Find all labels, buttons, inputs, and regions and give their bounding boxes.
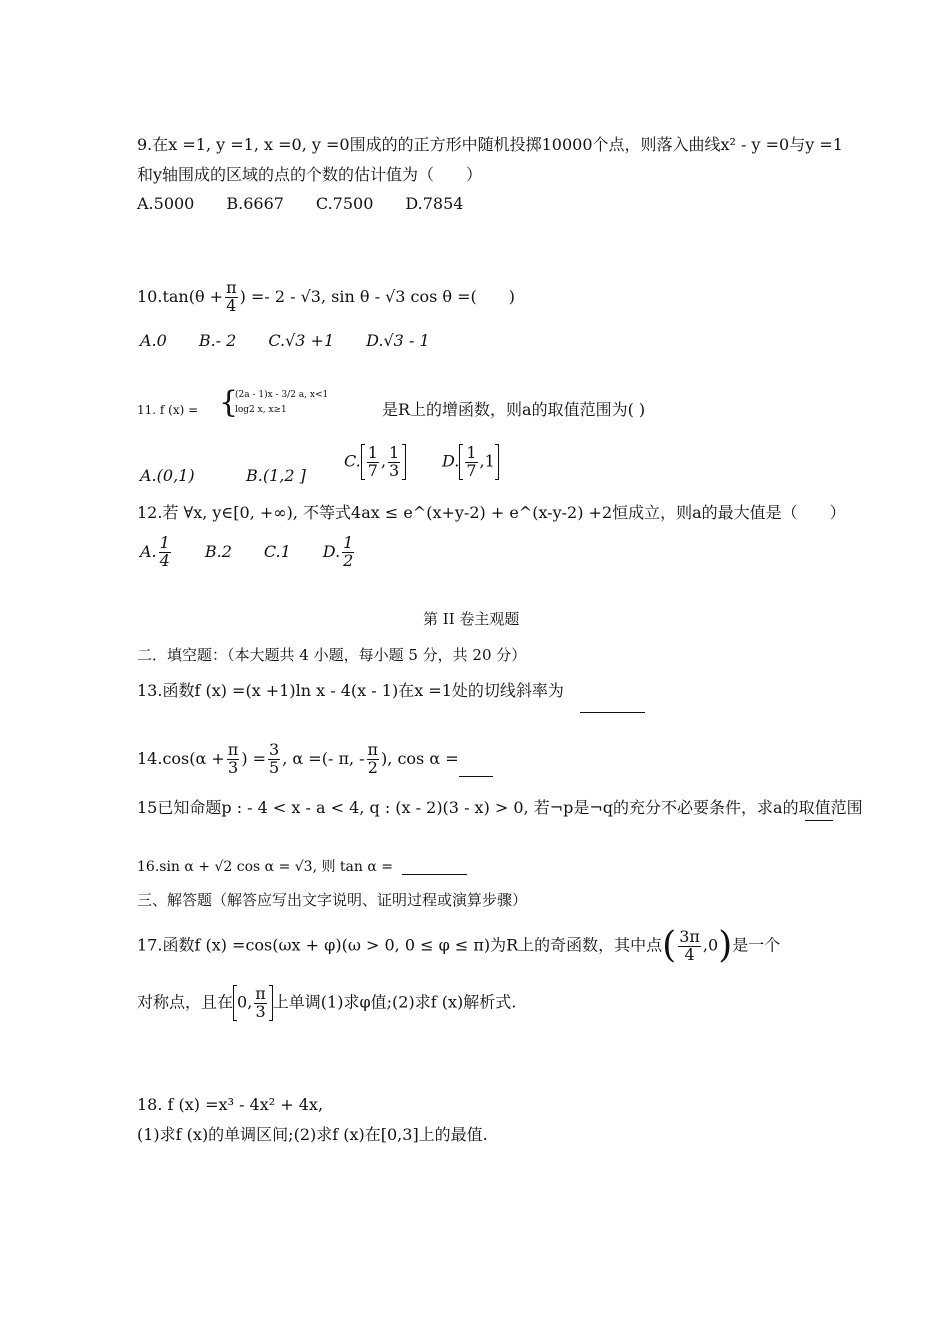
q17-paren-right: )	[718, 925, 733, 966]
q17-line2-post: 上单调(1)求φ值;(2)求f (x)解析式.	[272, 992, 517, 1012]
part2-title: 第 II 卷主观题	[423, 610, 520, 628]
q11-choice-b: B.(1,2 ]	[246, 466, 306, 485]
q9-line1: 9.在x =1, y =1, x =0, y =0围成的的正方形中随机投掷10000个点，则落入曲线x² - y =0与y =1	[137, 135, 843, 154]
q10-pi: π	[226, 278, 237, 297]
q9-choices: A.5000 B.6667 C.7500 D.7854	[137, 194, 464, 213]
q11-brace: {	[219, 385, 239, 420]
q15-answer-blank	[805, 820, 833, 821]
q14-three-a: 3	[227, 757, 239, 777]
q17-pi: π	[255, 983, 266, 1003]
q10-stem-post: ) =- 2 - √3, sin θ - √3 cos θ =( )	[239, 286, 516, 306]
q10-choices: A.0 B.- 2 C.√3 +1 D.√3 - 1	[140, 331, 430, 350]
q11-c-label: C.	[344, 451, 361, 471]
q11-c-frac1	[367, 442, 379, 480]
q11-choice-a: A.(0,1)	[140, 466, 195, 485]
q13-answer-blank	[580, 712, 645, 713]
q17-zero-comma: 0,	[237, 992, 253, 1012]
section3-heading: 三、解答题（解答应写出文字说明、证明过程或演算步骤）	[137, 891, 528, 909]
q14-pi-b: π	[367, 740, 379, 759]
q12-choices	[140, 535, 356, 570]
section2-heading: 二．填空题：（本大题共 4 小题，每小题 5 分，共 20 分）	[137, 646, 527, 664]
q11-d-frac	[465, 442, 477, 480]
q18-line1: 18. f (x) =x³ - 4x² + 4x,	[137, 1095, 324, 1114]
q14-post: ), cos α =	[381, 748, 459, 768]
q11-choice-d: D. $\frac{1}{7}$ ,1	[442, 444, 499, 480]
q12-a-label: A.	[140, 541, 157, 561]
q11-c-frac2	[388, 442, 400, 480]
q17-post: 是一个	[732, 935, 781, 955]
q17-frac2	[254, 983, 267, 1021]
q17-threepi: 3π	[679, 926, 700, 946]
q11-c-three: 3	[389, 460, 400, 480]
q12-d-num: 1	[343, 533, 354, 552]
q11-c-bracket-right	[402, 444, 406, 480]
q12-a-num: 1	[159, 533, 170, 552]
q11-d-bracket-left	[459, 444, 463, 480]
q14-pi-a: π	[227, 740, 239, 759]
q11-c-one-b: 1	[389, 442, 400, 462]
q10-fraction	[225, 280, 238, 315]
q17-four: 4	[684, 944, 695, 964]
q15: 15已知命题p : - 4 < x - a < 4, q : (x - 2)(3 - x) > 0, 若¬p是¬q的充分不必要条件，求a的取值范围	[137, 798, 863, 817]
q12-a-frac	[159, 535, 171, 570]
q17-paren-left: (	[662, 925, 677, 966]
q11-d-bracket-right	[495, 444, 499, 480]
q11-d-one-b: 1	[484, 451, 495, 471]
q11-piece1: (2a - 1)x - 3/2 a, x<1	[235, 390, 329, 400]
q14-pre: 14.cos(α +	[137, 748, 225, 768]
q14-two: 2	[367, 757, 378, 777]
q11-c-one-a: 1	[367, 442, 378, 462]
q11-d-one: 1	[466, 442, 477, 462]
q10-four: 4	[226, 295, 237, 315]
q11-choices	[140, 440, 520, 490]
q11-c-seven: 7	[367, 460, 378, 480]
q14-mid: , α =(- π, -	[282, 748, 365, 768]
q17-line1	[137, 925, 781, 966]
q13: 13.函数f (x) =(x +1)ln x - 4(x - 1)在x =1处的切线斜率为	[137, 681, 564, 700]
q16-answer-blank	[402, 874, 467, 875]
q11-d-label: D.	[442, 451, 460, 471]
q12-a-den: 4	[159, 550, 170, 570]
q17-line2	[137, 985, 516, 1021]
q10-stem	[137, 280, 515, 315]
q14-frac3	[367, 742, 380, 777]
q14	[137, 742, 493, 777]
q14-three-n: 3	[269, 740, 280, 759]
q12-d-frac	[342, 535, 354, 570]
q17-line2-pre: 对称点，且在	[137, 992, 234, 1012]
q9-line2: 和y轴围成的区域的点的个数的估计值为（ ）	[137, 165, 483, 184]
q11-text: 是R上的增函数，则a的取值范围为( )	[382, 400, 646, 419]
q14-eq: ) =	[241, 748, 267, 768]
q14-answer-blank	[459, 758, 493, 777]
q17-zero: ,0	[702, 935, 719, 955]
q11-lead: 11. f (x) =	[137, 403, 199, 417]
q11-c-bracket-left	[361, 444, 365, 480]
q12-choices-mid: B.2 C.1 D.	[204, 541, 341, 561]
q17-pre: 17.函数f (x) =cos(ωx + φ)(ω > 0, 0 ≤ φ ≤ π)为R上的奇函数，其中点	[137, 935, 663, 955]
q11-d-seven: 7	[466, 460, 477, 480]
q10-stem-pre: 10.tan(θ +	[137, 286, 224, 306]
q16: 16.sin α + √2 cos α = √3, 则 tan α =	[137, 859, 393, 875]
q14-frac2	[268, 742, 280, 777]
q11-choice-c: C. $\frac{1}{7}$ , $\frac{1}{3}$	[344, 444, 406, 480]
q11-piece2: log2 x, x≥1	[235, 405, 287, 415]
q17-frac	[678, 926, 701, 964]
q14-five: 5	[269, 757, 280, 777]
q12-stem: 12.若 ∀x, y∈[0, +∞), 不等式4ax ≤ e^(x+y-2) + e^(x-y-2) +2恒成立，则a的最大值是（ ）	[137, 503, 846, 522]
q12-d-den: 2	[343, 550, 354, 570]
q17-three: 3	[255, 1001, 266, 1021]
q14-frac1	[227, 742, 240, 777]
q18-line2: (1)求f (x)的单调区间;(2)求f (x)在[0,3]上的最值.	[137, 1125, 488, 1144]
